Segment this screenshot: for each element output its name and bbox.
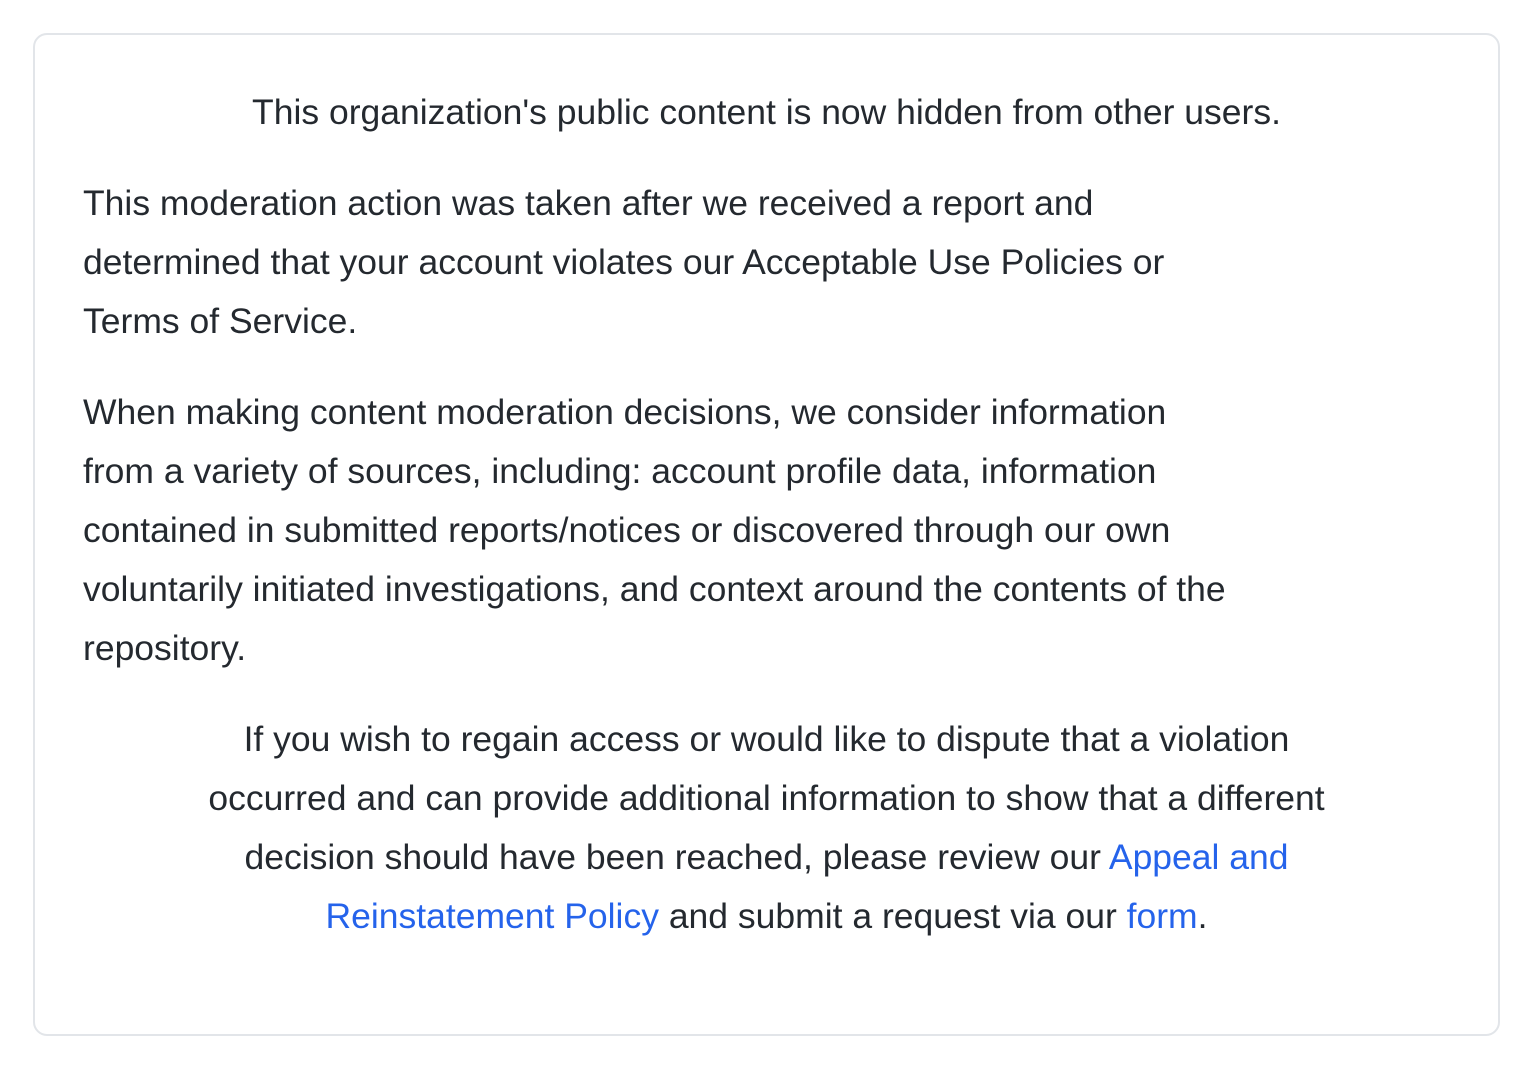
moderation-notice-card [33,33,1500,1036]
text-line: If you wish to regain access or would like to dispute that a violation [243,719,1290,759]
text-line: from a variety of sources, including: account profile data, information [83,451,1157,491]
text-line [83,828,1450,887]
submit-request-text: and submit a request via our [658,896,1127,936]
text-line: This moderation action was taken after we received a report and [83,183,1094,223]
text-line: Terms of Service. [83,301,358,341]
form-link[interactable]: form [1126,896,1198,936]
text-line: determined that your account violates our Acceptable Use Policies or [83,242,1165,282]
moderation-sources-paragraph [83,383,1450,678]
appeal-sentence-text: decision should have been reached, please review our [244,837,1109,877]
text-line: occurred and can provide additional information to show that a different [208,778,1325,818]
appeal-paragraph [83,710,1450,946]
appeal-reinstatement-policy-link-part-1[interactable]: Appeal and [1108,837,1289,877]
moderation-action-paragraph [83,174,1450,351]
sentence-period: . [1197,896,1208,936]
text-line: voluntarily initiated investigations, and context around the contents of the [83,569,1226,609]
text-line [83,887,1450,946]
appeal-reinstatement-policy-link-part-2[interactable]: Reinstatement Policy [325,896,659,936]
notice-headline: This organization's public content is now hidden from other users. [252,92,1281,132]
text-line: repository. [83,628,247,668]
text-line: When making content moderation decisions, we consider information [83,392,1167,432]
text-line: contained in submitted reports/notices or discovered through our own [83,510,1171,550]
